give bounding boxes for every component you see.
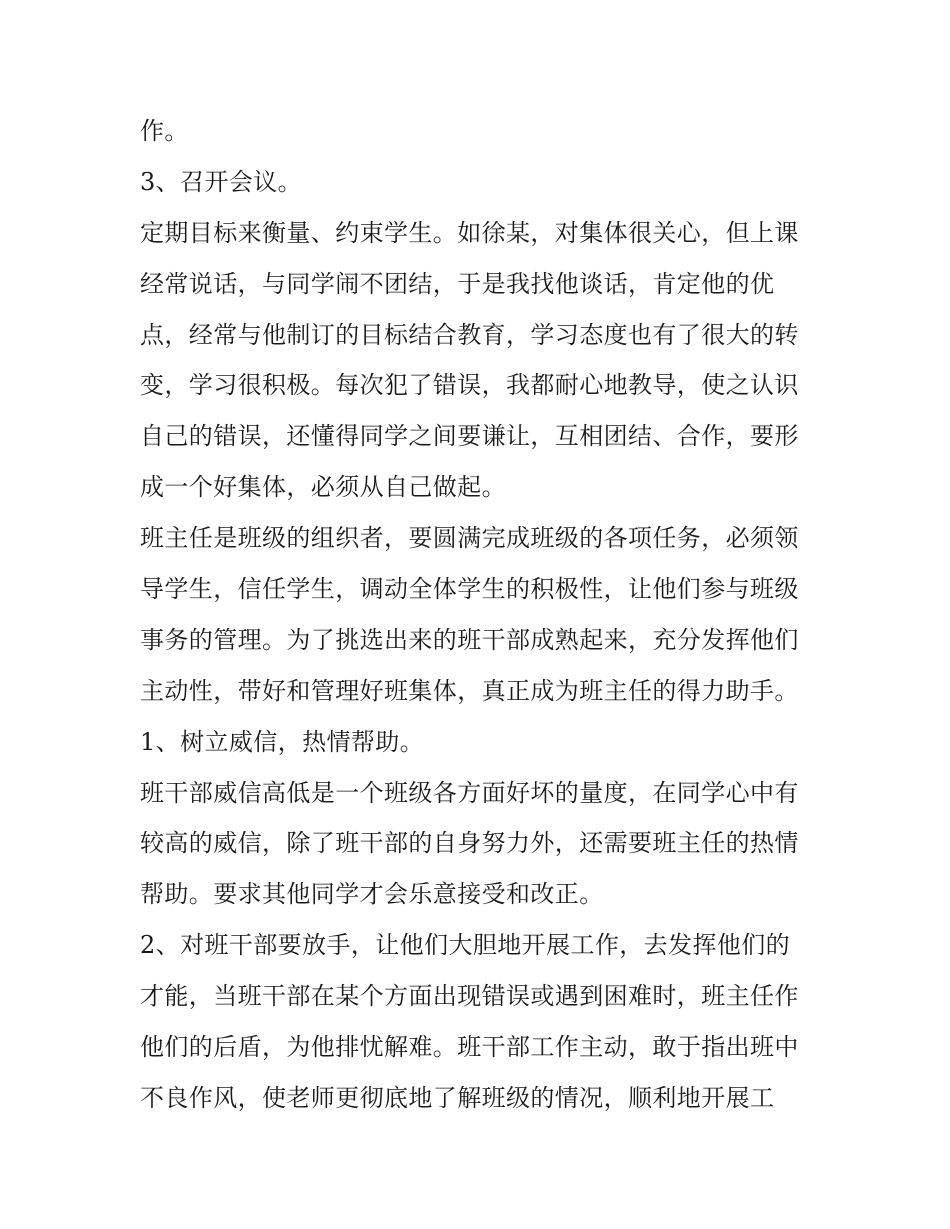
text-line: 较高的威信，除了班干部的自身努力外，还需要班主任的热情 — [140, 829, 799, 858]
text-line: 才能，当班干部在某个方面出现错误或遇到困难时，班主任作 — [140, 982, 799, 1011]
text-line: 经常说话，与同学闹不团结，于是我找他谈话，肯定他的优 — [140, 269, 775, 298]
text-line: 事务的管理。为了挑选出来的班干部成熟起来，充分发挥他们 — [140, 625, 799, 654]
text-line: 自己的错误，还懂得同学之间要谦让，互相团结、合作，要形 — [140, 422, 799, 451]
text-line: 班主任是班级的组织者，要圆满完成班级的各项任务，必须领 — [140, 524, 799, 553]
text-line: 他们的后盾，为他排忧解难。班干部工作主动，敢于指出班中 — [140, 1033, 799, 1062]
text-line: 帮助。要求其他同学才会乐意接受和改正。 — [140, 880, 604, 909]
text-line: 作。 — [140, 117, 189, 145]
text-line: 不良作风，使老师更彻底地了解班级的情况，顺利地开展工 — [140, 1083, 775, 1112]
text-line: 导学生，信任学生，调动全体学生的积极性，让他们参与班级 — [140, 575, 799, 604]
document-body — [140, 106, 820, 1124]
text-line: 1、树立威信，热情帮助。 — [140, 727, 425, 756]
text-line: 成一个好集体，必须从自己做起。 — [140, 473, 506, 502]
text-line: 定期目标来衡量、约束学生。如徐某，对集体很关心，但上课 — [140, 218, 799, 247]
text-line: 2、对班干部要放手，让他们大胆地开展工作，去发挥他们的 — [140, 931, 791, 960]
text-line: 3、召开会议。 — [140, 167, 303, 196]
text-line: 主动性，带好和管理好班集体，真正成为班主任的得力助手。 — [140, 676, 799, 705]
text-line: 点，经常与他制订的目标结合教育，学习态度也有了很大的转 — [140, 320, 799, 349]
text-line: 班干部威信高低是一个班级各方面好坏的量度，在同学心中有 — [140, 778, 799, 807]
text-line: 变，学习很积极。每次犯了错误，我都耐心地教导，使之认识 — [140, 371, 799, 400]
